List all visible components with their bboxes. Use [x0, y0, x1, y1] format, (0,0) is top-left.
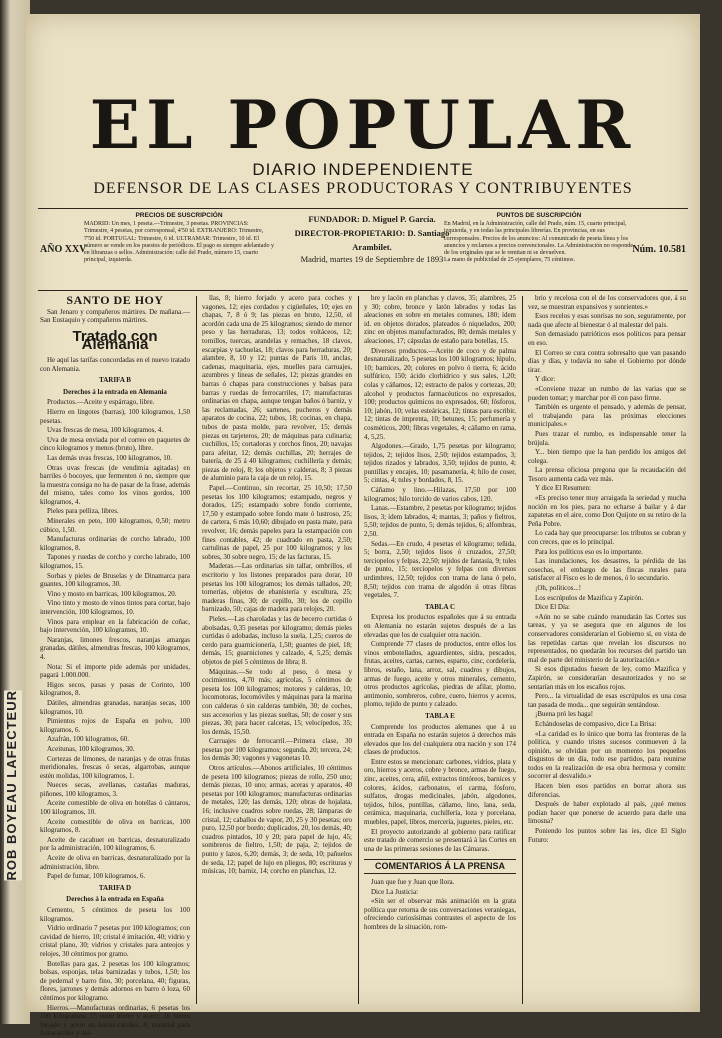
divider-top [38, 208, 688, 209]
paragraph: Son demasiado patrióticos esos políticos para pensar en eso. [528, 330, 686, 347]
paragraph: Y dice: [535, 375, 556, 384]
masthead-subtitle: DIARIO INDEPENDIENTE [252, 160, 474, 179]
paragraph: Comprende 77 clases de productos, entre ellos los vinos embotellados, aguardientes, sidra, pescados, frutas, aceites, cartas, carnes, esparto, cinc, cordelería, libros, estaño, lana, arroz, sal, cuadros y dibujos, armas de fuego, aceite y otros minerales, cemento, otros productos agrícolas, piedras de afilar, plomo, antimonio, sombreros, cobre, cuero, hierros y aceros, plomo, tejido de punto y calzado. [364, 640, 516, 709]
paragraph: El Correo se cura contra sobresalto que van pasando días y días, y todavía no sabe el Gobierno por dónde tirar. [528, 348, 686, 374]
article-heading: Tratado con Alemania [72, 327, 158, 354]
paragraph: Pero... la virtualidad de esas escrúpulos es una cosa tan pasada de moda... que seguirán sentándose. [528, 692, 686, 709]
paragraph: Aceite comestible de oliva en barricas, 100 kilogramos, 8. [40, 817, 190, 835]
column-4 [528, 294, 686, 1010]
tarifa-b-heading: TARIFA B [99, 376, 131, 385]
paragraph: Uva de mesa enviada por el correo en paquetes de cinco kilogramos y menos (bruto), libre. [40, 435, 190, 453]
paragraph: Vidrio ordinario 7 pesetas por 100 kilogramos; con cavidad de hierro, 10; cristal é imitación, 40; vidrio y cristal plano, 30; vidrios y cristales para anteojos y relojes, 30 céntimos por gramo. [40, 924, 190, 958]
paragraph: «Aún no se sabe cuándo reanudarán las Cortes sus tareas, y ya se asegura que en algunos de los conservadores considerarían el Gobierno sí, en vista de las repetidas cartas que revelan los discursos no representados, no quedarán los recursos del partido tan mal de parte del ministerio de la autorización.» [528, 612, 686, 664]
paragraph: Dátiles, almendras granadas, naranjas secas, 100 kilogramos, 10. [40, 698, 190, 716]
paragraph: Los escrúpulos de Mazifica y Zapirón. [535, 593, 644, 602]
paragraph: Pimientos rojos de España en polvo, 100 kilogramos, 6. [40, 717, 190, 734]
paragraph: Si esos diputados fuesen de ley, como Mazifica y Zapirón, se considerarían desautorizados y no se sentarían más en los escaños rojos. [528, 665, 686, 691]
tarifa-b-subheading: Derechos á la entrada en Alemania [63, 387, 167, 396]
divider-bottom [38, 290, 688, 291]
tabla-c-heading: TABLA C [424, 602, 456, 611]
subscription-text: MADRID: Un mes, 1 peseta.—Trimestre, 3 pesetas. PROVINCIAS: Trimestre, 4 pesetas, por corresponsal, 4'50 id. EXTRANJERO: Trimestre, 7'50 id. PORTUGAL: Trimestre, 6 id. ULTRAMAR: Trimestre, 10 id. El número se vende en los puestos de periódicos. El pago es siempre adelantado y en libranzas o sellos. Administración: calle del Prado, número 15, cuarto principal, izquierda. [84, 221, 274, 264]
article-intro: He aquí las tarifas concordadas en el nuevo tratado con Alemania. [40, 355, 190, 373]
paragraph: Higos secos, pasas y pasas de Corinto, 100 kilogramos, 8. [40, 680, 190, 698]
column-3 [364, 294, 516, 1010]
paragraph: Minerales en peto, 100 kilogramos, 0,50; metro cúbico, 1,50. [40, 517, 190, 534]
paragraph: Sedas.—En crudo, 4 pesetas el kilogramo; teñida, 5; borra, 2,50; tejidos lisos ó cruzados, 27,50; terciopelos y felpas, 22,50; tejidos de fantasía, 9; tules de punto, 15; terciopelos y felpas con diversos urdimbres, 12,50; tejidos con trama de lana ó pelo, 8,50; tejidos con trama de algodón ú otras fibras vegetales, 7. [364, 539, 516, 600]
paragraph: El proyecto autorizando al gobierno para ratificar este tratado de comercio se presentará á las Cortes en una de las primeras sesiones de las Cámaras. [364, 827, 516, 853]
paragraph: Comprende los productos alemanes que á su entrada en España no estarán sujetos á derechos más elevados que los del cualquiera otra nación y son 174 clases de productos. [364, 722, 516, 757]
paragraph: Esos recelos y esas sonrisas no son, seguramente, por nada que afecte al bienestar ó al malestar del país. [528, 312, 686, 329]
issue-number: Núm. 10.581 [632, 244, 686, 255]
comments-heading: COMENTARIOS Á LA PRENSA [364, 859, 516, 874]
tarifa-d-heading: TARIFA D [98, 883, 132, 892]
points-note: La mano de publicidad de 25 ejemplares, 75 céntimos. [444, 257, 575, 264]
paragraph: Azafrán, 100 kilogramos, 60. [47, 735, 130, 744]
points-box [444, 212, 634, 288]
paragraph: Hierros.—Manufacturas ordinarias, 6 pesetas los 100 kilogramos; 15 entre hierro y acero; 16 hierro forjado y acero en barras-carriles, 8; material para ferrocarriles y ma- [40, 1003, 190, 1038]
tarifa-d-subheading: Derechos á la entrada en España [66, 895, 164, 904]
paragraph: Cemento, 5 céntimos de peseta los 100 kilogramos. [40, 906, 190, 923]
paragraph: Carruajes de ferrocarril.—Primera clase, 30 pesetas por 100 kilogramos; segunda, 20; tercera, 24; los demás 30; vagones y vagonetas 10. [202, 737, 352, 763]
paragraph: Papel de fumar, 100 kilogramos, 6. [47, 872, 146, 881]
paragraph: Después de haber explotado al país, ¿qué menos podían hacer que ponerse de acuerdo para darle una limosna? [528, 800, 686, 826]
subscription-box [84, 212, 274, 288]
paragraph: Y... bien tiempo que la han perdido los amigos del colega. [528, 448, 686, 465]
paragraph: Botellas para gas, 2 pesetas los 100 kilogramos; bolsas, esponjas, telas barnizadas y tubos, 1,50; los de pedernal y barro fino, 30; porcelana, 40; figuras, flores, jarrones y demás adornos en barro ó loza, 60 céntimos por kilogramo. [40, 959, 190, 1002]
paragraph: Cortezas de limones, de naranjas y de otras frutas meridionales, frescas ó secas, algarrobas, aunque estén molidas, 100 kilogramos, 1. [40, 754, 190, 780]
column-2 [202, 294, 352, 1010]
paragraph: Nota: Si el importe pide además por unidades, pagará 1.000.000. [40, 662, 190, 680]
paragraph: Las inundaciones, los desastres, la pérdida de las cosechas, el embargo de las fincas rurales para satisfacer al Fisco es lo de menos, ó lo secundario. [528, 557, 686, 583]
paragraph: Otros artículos.—Abonos artificiales, 10 céntimos de peseta 100 kilogramos; piezas de rollo, 250 uno; demás piezas, 10 uno; armas, aceras y aparatos, 40 pesetas por 100 kilogramos; manufacturas ordinarias de metales, 120; las demás, 120; obras de hojalata, 16; inclusive cuadros sobre ruedas, 28; lámparas de cristal, 12; caballos de vapor, 20, 25 y 30 pesetas; oro puro, 12,50 por bordo; duplicados, 20, los demás, 40; cuadros pintados, 10 y 20; para papel de lujo, 45; sombreros de fieltro, 1,50; de paja, 2; tejidos de punto y lazos, 6,20; demás, 3; de seda, 10; pañuelos de seda, 12; papel de lujo en pliegos, 80; escrituras y músicas, 10; barniz, 14; corcho en planchas, 12. [202, 764, 352, 876]
paragraph: Algodones.—Grado, 1,75 pesetas por kilogramo; tejidos, 2; tejidos lisos, 2,50; tejidos estampados, 3; tejidos rizados y labrados, 3,50; tejidos de punto, 4; puntillas y encajes, 10; pasamanería, 4; hilo de coser, 5; cintas, 4; tules y bordados, 8, 15. [364, 442, 516, 485]
paragraph: Hierro en lingotes (barras), 100 kilogramos, 1,50 pesetas. [40, 407, 190, 425]
paragraph: Poniendo los puntos sobre las íes, dice El Siglo Futuro: [528, 827, 686, 844]
paragraph: llas, 8; hierro forjado y acero para coches y vagones, 12; ejes cordados y cigüeñales, 10; ejes en chapas, 7, 8 ó 9; las piezas en bruto, 12,50, el acordón cada una de 25 kilogramos; siendo de menor peso y las herraduras, 13; todos voltáceos, 12; tornillos, tuercas, arandelas y remaches, 18 clavos, escarpias y tachuelas, 18; clavos para herraduras, 20; alambre, 8, 10 y 12; puntas de París 10, anclas, cadenas, maquinaria, ejes, muelles para carruajes, azumbres y lineas de señales, 12; piezas grandes en barras ó chapas para construcciones y balsas para barras y ruedas de ferrocarriles, 17; manufacturas ordinarias en chapa, aunque tengan baños ó barniz, y las reclamadas, 26; sartenes, pucheros y demás aparatos de cocina, 22; tubos, 18; cocinas, en chapa, tubos de pasta molde, para revolver, 15; demás piezas en tarjeteros, 20; de máquinas para culinaria; cuchillos, 15; cortadoras y corchos finos, 20; navajas para afeitar, 12; demás cuchillas, 20; herrajes de batería, de 25 á 40 kilogramos; cuchillería y demás; piezas de reloj, 8; los objetos y calderas, 8; 3 piezas de aluminio para la caja de un reloj, 15. [202, 294, 352, 483]
paragraph: Pues trazar el rumbo, es indispensable tener la brújula. [528, 429, 686, 447]
paragraph: Aceite de cacahuet en barricas, desnaturalizado por la administración, 100 kilogramos, 6. [40, 835, 190, 853]
paragraph: Uvas frescas de mesa, 100 kilogramos, 4. [47, 426, 164, 435]
paragraph: Sorbas y pieles de Bruselas y de Dinamarca para guantes, 100 kilogramos, 30. [40, 571, 190, 589]
column-divider [196, 296, 197, 1004]
column-divider [522, 296, 523, 1004]
paragraph: Expresa los productos españoles que á su entrada en Alemania no estarán sujetos después de a las elevadas que los de cualquier otra nación. [364, 613, 516, 639]
paragraph: «Sin ser el observar más animación en la grata política que retorna de sus conversaciones veraniegas, ofreciendo curiosísimas contrastes el aspecto de los hombres de la situación, rom- [364, 897, 516, 931]
paragraph: Manufacturas ordinarias de corcho labrado, 100 kilogramos, 8. [40, 535, 190, 552]
paragraph: Pieles.—Las charoladas y las de becerro curtidas ó abolsadas, 0,35 pesetas por kilogramo; demás pieles curtidas ó adobadas, incluso la suela, 1,25; cueros de cerdo para guarnicionería, 1,50; guantes de piel, 18; demás, 15; guarniciones y calzado, 4, 5,25; demás objetos de piel 5 céntimos de libra; 8. [202, 614, 352, 666]
paragraph: Y dice El Resumen: [535, 484, 591, 493]
paragraph: Lo cada hay que preocuparse: los tributos se cobran y con creces, que es lo principal. [528, 529, 686, 547]
newspaper-page [26, 14, 700, 1038]
issue-date: Madrid, martes 19 de Septiembre de 1893 [300, 254, 444, 264]
paragraph: Vino tinto y mosto de vinos tintos para cortar, bajo intervención, 100 kilogramos, 10. [40, 599, 190, 616]
paragraph: Lanas.—Estambre, 2 pesetas por kilogramo; tejidos lisos, 3; ídem labrados, 4; mantas, 3; paños y fieltros, 5,50; tejidos de punto, 5; demás tejidos, 6; alfombras, 2,50. [364, 504, 516, 539]
paragraph: Otras uvas frescas (de vendimia agitadas) en barriles ó bocoyes, que fermenten ó no, siempre que la muestra consiga no ha de pasar de la frase, además del mismo, tales como los vinos gordos, 100 kilogramos, 4. [40, 463, 190, 506]
spine-label: ROB BOYEAU LAFECTEUR [4, 690, 22, 880]
paragraph: ¡Oh, políticos...! [535, 584, 582, 592]
paragraph: Aceite de oliva en barricas, desnaturalizado por la administración, libre. [40, 854, 190, 871]
paragraph: También es urgente el pensado, y además de pensar, el trabajando para las próximas elecciones municipales.» [528, 403, 686, 429]
paragraph: Vino y mosto en barricas, 100 kilogramos, 20. [47, 589, 177, 598]
paragraph: Aceite comestible de oliva en botellas ó cántaros, 100 kilogramos, 10. [40, 799, 190, 817]
paragraph: Maderas.—Las ordinarias sin tallar, ombrillos, el escritorio y los listones preparados para dorar, 10 pesetas los 100 kilogramos; los demás tallados, 20; tornerías, objetos de ebanistería y escultura, 25; maderas finas, 30; de cepillo, 30; los de cepillo barnizado, 50; cajas de madera para relojes, 20. [202, 562, 352, 614]
masthead-title: EL POPULAR [89, 86, 637, 164]
paragraph: Hacen bien esos partidos en borrar ahora sus diferencias. [528, 782, 686, 799]
points-text: En Madrid, en la Administración, calle del Prado, núm. 15, cuarto principal, izquierda, y en todas las principales librerías. En provincias, en sus corresponsales. Precios de los anuncios: Al comunicado de peseta línea y los anuncios y reclamos a precios convencionales. La Administración no responde de los originales que se le remitan ni se devuelven. [444, 221, 633, 257]
paragraph: «Es preciso tener muy arraigada la seriedad y mucha noción en los pies, para no echarse á bailar y á dar zapatetas en el aire, como Don Quijote en su retiro de la Peña Pobre. [528, 494, 686, 528]
paragraph: «La caridad es lo único que borra las fronteras de la política, y cuando tristes sucesos conmueven á la opinión, se olvidan por un momento los pequeños disgustos de un día, todo ese partidos, para reunirse todos en la realización de esa obra hermosa y común: socorrer al desvalido.» [528, 729, 686, 781]
paragraph: Entre estos se mencionan: carbones, vidrios, plata y oro, hierros y aceros, cobre y bronce, armas de fuego, zinc, aceites, cera, añil, extractos tintóreos, barnices y colores, ácidos, carbonatos, el carma, fósforo, sulfatos, drogas medicinales, jabón, algodones, tejidos, hilos, puntillas, cáñamo, lino, lana, seda, cerámica, maquinaria, cuchillería, loza y porcelana, muebles, papel, libros, mercería, juguetes, pieles, etc. [364, 757, 516, 827]
paragraph: Dice La Justicia: [371, 887, 419, 896]
paragraph: Diversos productos.—Aceite de coco y de palma desnaturalizado, 5 pesetas los 100 kilogramos; lúpulo, 10; barnices, 20; colores en polvo ó tierra, 6; ácido sulfúrico, 150; ácido clorhídrico y sus sales, 1,20; colas y cáñamos, 12; estracto de palos y cortezas, 20; alcohol y productos farmacéuticos no expresados, 100; productos químicos no expresados, 60; fósforos, 10; jabón, 10; velas esteáricas, 12; tintas para escribir, 12; tintas de imprenta, 10; betunes, 15; perfumería y cosméticos, 200; fibras vegetales, 4; cáñamo en rama, 4, 5,25. [364, 346, 516, 441]
paragraph: Vinos para emplear en la fabricación de coñac, bajo intervención, 100 kilogramos, 10. [40, 617, 190, 635]
paragraph: Juan que fue y Juan que llora. [371, 878, 455, 886]
paragraph: «Conviene trazar un rumbo de las varias que se pueden tomar; y marchar por él con paso firme. [528, 384, 686, 402]
column-1 [40, 293, 190, 1038]
paragraph: ¡Buena pró les haga! [535, 710, 594, 719]
points-title: PUNTOS DE SUSCRIPCIÓN [496, 212, 582, 219]
paragraph: Cáñamo y lino.—Hilazas, 17,50 por 100 kilogramos; hilo torcido de varios cabos, 120. [364, 486, 516, 503]
paragraph: Para los políticos eso es lo importante. [535, 547, 643, 556]
tabla-e-heading: TABLA E [425, 711, 455, 720]
founder-line: FUNDADOR: D. Miguel P. García. [308, 214, 436, 224]
paragraph: Dice El Día: [535, 603, 570, 612]
column-divider [358, 296, 359, 1004]
paragraph: Papel.—Continuo, sin recortar, 25 10,50; 17,50 pesetas los 100 kilogramos; estampado, negros y dorados, 125; estampado sobre fondo corriente, 17,50 y estampado sobre fondo mate ó lustroso, 25; de cartera, 6 más 10,60; dibujado en pasta mate, para revolver, 16; demás papeles para la estampación con fines contables, 42; de cuadrado en pasta, 2,50; cartulinas de papel, 25 por 100 kilogramos; y los sobres, 30 sobre negro, 15; de las facturas, 15. [202, 484, 352, 561]
paragraph: Aceitunas, 100 kilogramos, 30. [47, 744, 135, 753]
director-line: DIRECTOR-PROPIETARIO: D. Santiago Arambilet. [294, 228, 450, 252]
paragraph: Máquinas.—Se todo al peso, ó mesa y cocimientos, 4,70 más; agrícolas, 5 céntimos de peseta los 100 kilogramos; motores y calderas, 10; locomotoras, locomóviles y máquinas para la marina con calderas ó sin calderas también, 30; de coches, sus accesorios y las piezas sueltas, 50; de coser y sus piezas, 30; para hacer calcetas, 15; velocípedos, 35; los demás, 15,50. [202, 667, 352, 736]
paragraph: bre y lacón en planchas y clavos, 35; alambres, 25 y 30; cobre, bronce y latón labrados y todas las aleaciones en sobre en metales comunes, 180; ídem id. en objetos dorados, plateados ó niquelados, 200; zinc en objetos manufacturados, 80; demás metales y aleaciones, 17; cápsulas de estaño para botellas, 15. [364, 294, 516, 345]
saint-heading: SANTO DE HOY [66, 293, 164, 307]
paragraph: Echándoselas de compasivo, dice La Brisa: [535, 719, 657, 728]
saint-text: San Jenaro y compañeros mártires. De mañana.—San Eustaquio y compañeros mártires. [40, 307, 190, 325]
paragraph: La prensa oficiosa pregona que la recaudación del Tesoro aumenta cada vez más. [528, 466, 686, 483]
info-bar [38, 212, 688, 290]
paragraph: Pieles para pelliza, libres. [47, 507, 119, 516]
paragraph: Nueces secas, avellanas, castañas maduras, piñones, 100 kilogramos, 3. [40, 781, 190, 798]
paragraph: Las demás uvas frescas, 100 kilogramos, 10. [47, 453, 172, 462]
year-label: AÑO XXV [40, 244, 87, 255]
masthead-tagline: DEFENSOR DE LAS CLASES PRODUCTORAS Y CONTRIBUYENTES [93, 180, 633, 197]
paragraph: Tapones y ruedas de corcho y corcho labrado, 100 kilogramos, 15. [40, 553, 190, 571]
paragraph: Naranjas, limones frescos, naranjas amargas granadas, dátiles, almendras frescas, 100 kilogramos, 4. [40, 635, 190, 661]
founder-box [284, 212, 460, 254]
subscription-title: PRECIOS DE SUSCRIPCIÓN [135, 212, 223, 219]
paragraph: Productos.—Aceite y espárrago, libre. [47, 398, 155, 407]
paragraph: brio y recelosa con el de los conservadores que, á su vez, se muestran expansivos y sonrientes.» [528, 294, 686, 311]
